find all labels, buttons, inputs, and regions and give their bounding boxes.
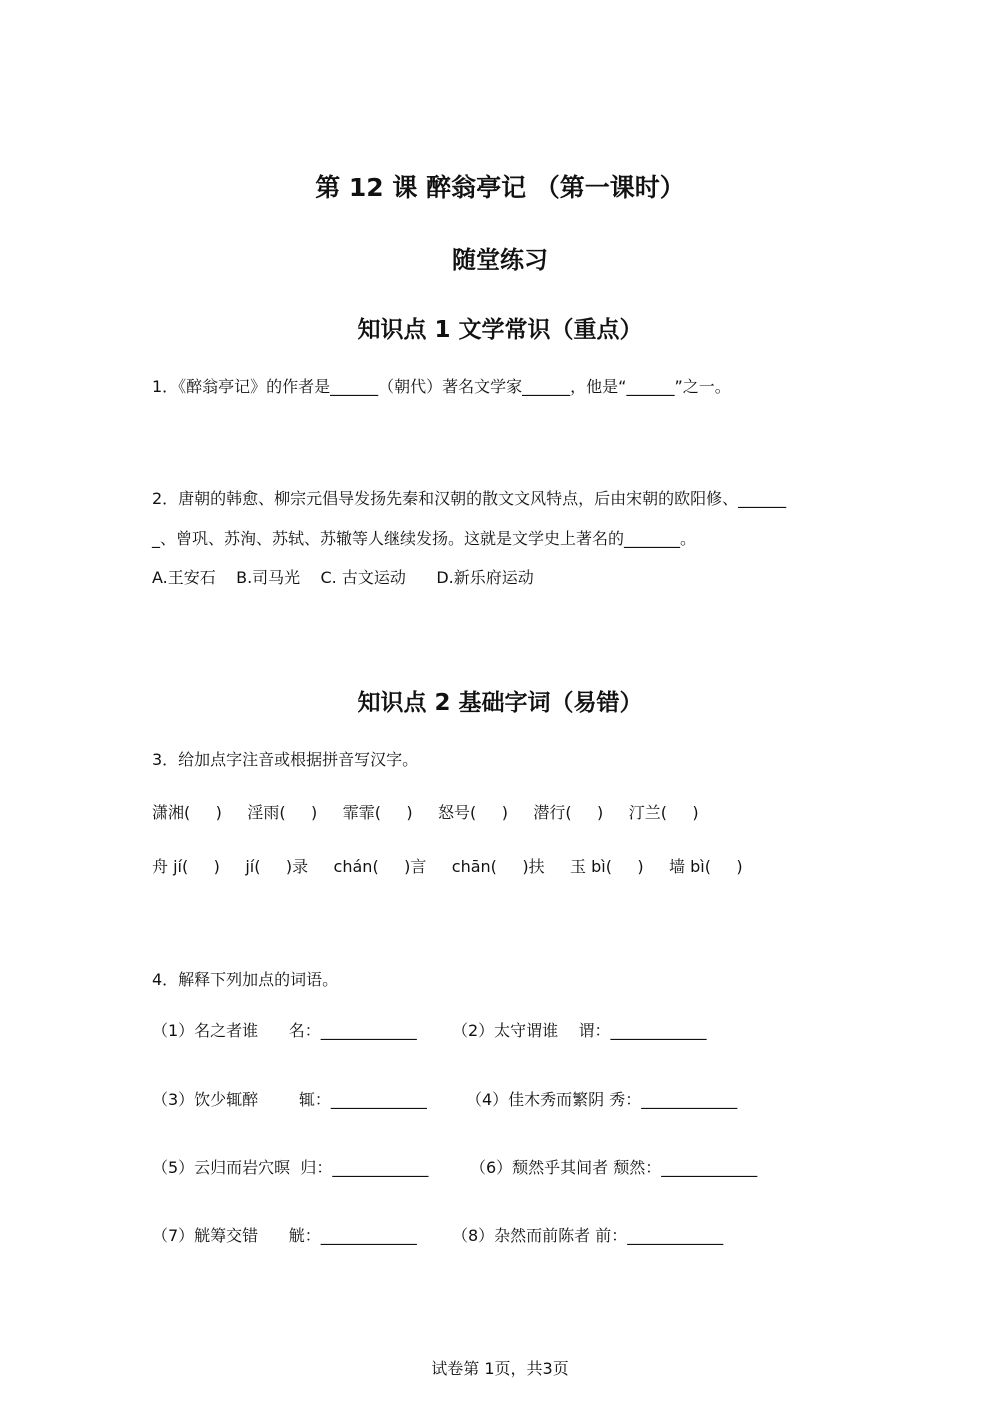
q4-item-6: （6）颓然乎其间者 颓然：____________ bbox=[470, 1158, 758, 1177]
question-4: 4．解释下列加点的词语。 bbox=[152, 970, 339, 989]
question-3-row-1: 潇湘( ) 淫雨( ) 霏霏( ) 怒号( ) 潜行( ) 汀兰( ) bbox=[152, 803, 699, 822]
section-heading-1: 知识点 1 文学常识（重点） bbox=[357, 317, 643, 343]
q4-item-1: （1）名之者谁 名：____________ bbox=[152, 1021, 417, 1040]
question-2-line-1: 2．唐朝的韩愈、柳宗元倡导发扬先秦和汉朝的散文文风特点，后由宋朝的欧阳修、______ bbox=[152, 489, 787, 508]
q4-item-4: （4）佳木秀而繁阴 秀：____________ bbox=[466, 1090, 738, 1109]
question-3: 3．给加点字注音或根据拼音写汉字。 bbox=[152, 750, 419, 769]
section-heading-2: 知识点 2 基础字词（易错） bbox=[357, 690, 643, 716]
q4-item-8: （8）杂然而前陈者 前：____________ bbox=[452, 1226, 724, 1245]
question-3-row-2: 舟 jí( ) jí( )录 chán( )言 chān( )扶 玉 bì( ) 墙 bì( ) bbox=[152, 857, 743, 876]
q4-item-2: （2）太守谓谁 谓：____________ bbox=[452, 1021, 707, 1040]
page-subtitle: 随堂练习 bbox=[452, 246, 548, 274]
question-2-line-2: _、曾巩、苏洵、苏轼、苏辙等人继续发扬。这就是文学史上著名的_______。 bbox=[152, 529, 697, 548]
q4-item-3: （3）饮少辄醉 辄：____________ bbox=[152, 1090, 427, 1109]
q4-item-5: （5）云归而岩穴暝 归：____________ bbox=[152, 1158, 429, 1177]
question-2-options: A.王安石 B.司马光 C. 古文运动 D.新乐府运动 bbox=[152, 568, 534, 587]
page-title: 第 12 课 醉翁亭记 （第一课时） bbox=[315, 173, 685, 202]
question-1: 1．《醉翁亭记》的作者是______（朝代）著名文学家______，他是“______”之一。 bbox=[152, 377, 731, 396]
page-footer: 试卷第 1页，共3页 bbox=[431, 1359, 569, 1378]
q4-item-7: （7）觥筹交错 觥：____________ bbox=[152, 1226, 417, 1245]
